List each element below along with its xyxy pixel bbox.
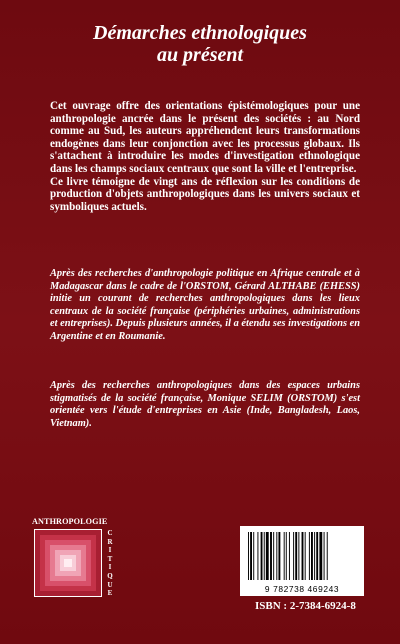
series-logo — [32, 517, 116, 617]
bio-text: Après des recherches d'anthropologie politique en Afrique centrale et à Madagascar dans le cadre de l'ORSTOM, — [50, 268, 360, 292]
summary-paragraph-1: Cet ouvrage offre des orientations épistémologiques pour une anthropologie ancrée dans le présent des sociétés : au Nord comme au Sud, les auteurs appréhendent leurs transformations endogènes dans leur conjonction avec les processus globaux. Ils s'attachent à introduire les modes d'investigation ethnologique dans les champs sociaux centraux que sont la ville et l'entreprise. — [50, 100, 360, 175]
series-name: ANTHROPOLOGIE — [32, 517, 108, 526]
series-word-vertical: C R I T I Q U E — [107, 529, 113, 598]
book-title — [0, 22, 400, 66]
bio-text: (ORSTOM) s'est orientée vers l'étude d'entreprises en Asie (Inde, Bangladesh, Laos, Vietnam). — [50, 392, 360, 429]
bio-text: Après des recherches anthropologiques dans des espaces urbains stigmatisés de la société française, — [50, 380, 360, 404]
author-name: Monique SELIM — [207, 392, 283, 404]
bio-text: initie un courant de recherches anthropologiques dans les lieux centraux de la société française (périphéries urbaines, administrations et entreprises). Depuis plusieurs années, il a étendu ses investigations en Argentine et en Roumanie. — [50, 293, 361, 342]
barcode — [240, 526, 364, 596]
book-summary — [50, 100, 360, 213]
title-line-1: Démarches ethnologiques — [93, 22, 307, 44]
title-line-2: au présent — [156, 44, 244, 66]
concentric-squares-icon — [35, 530, 101, 596]
barcode-bars-icon — [240, 526, 364, 582]
isbn-number: ISBN : 2-7384-6924-8 — [255, 600, 356, 612]
barcode-digits: 9 782738 469243 — [264, 584, 340, 594]
summary-paragraph-2: Ce livre témoigne de vingt ans de réflexion sur les conditions de production d'objets anthropologiques dans les univers sociaux et symboliques actuels. — [50, 175, 360, 213]
author-bio-althabe — [50, 268, 360, 343]
author-bio-selim — [50, 380, 360, 430]
author-name: Gérard ALTHABE (EHESS) — [234, 280, 360, 292]
logo-graphic — [34, 529, 102, 597]
